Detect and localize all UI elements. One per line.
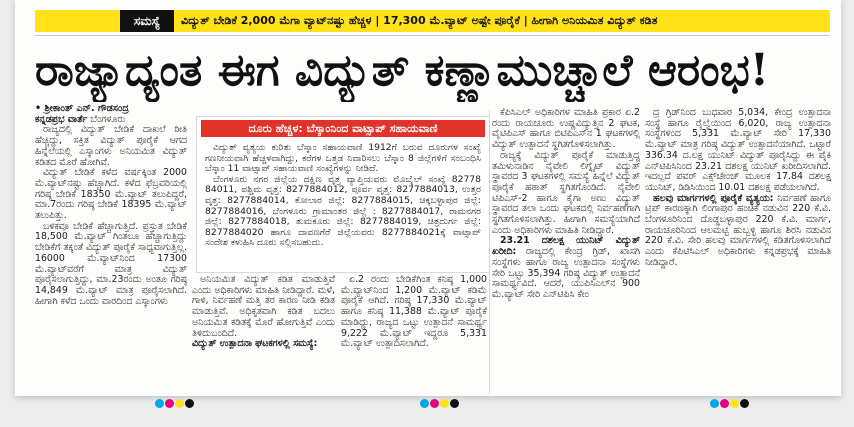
magenta-dot [430,399,439,408]
black-dot [185,399,194,408]
yellow-dot [730,399,739,408]
registration-marks [710,399,749,409]
subhead: 23.21 ದಶಲಕ್ಷ ಯುನಿಟ್ ವಿದ್ಯುತ್ ಖರೀದಿ: [492,235,640,258]
subhead-text: ನಿರ್ವಹಣೆ ಹಾಗೂ ಟ್ರಿಪ್ ಕಾರಣಕ್ಕಾಗಿ ಲಿಂಗಾಪುರ ಹಂಚಿಕೆ ನಡುವಿನ 220 ಕೆ.ವಿ. ಬೆಂಗಳೂರಿನಿಂದ ದೊಡ್ಡಬಳ್ಳಾಪುರ 220 ಕೆ.ವಿ. ಮಾರ್ಗ, ರಾಯಚೂರಿನಿಂದ ಆಲಮಟ್ಟಿ ಹುಬ್ಬಳ್ಳಿ ಹಾಗೂ ಶಿರಸಿ ನಡುವಿನ 220 ಕೆ.ವಿ. ಸೇರಿ ಹಲವು ಮಾರ್ಗಗಳಲ್ಲಿ ಕಡಿತಗೊಳಿಸಲಾಗಿದೆ ಎಂದು ಕೆಪಿಟಿಸಿಎಲ್ ಅಧಿಕಾರಿಗಳು ಕನ್ನಡಪ್ರಭಕ್ಕೆ ಮಾಹಿತಿ ನೀಡಿದ್ದಾರೆ. [645,192,831,268]
banner-divider [35,35,830,36]
cyan-dot [710,399,719,408]
article-column-2 [192,275,335,393]
issue-banner [35,10,830,32]
article-column-4 [492,108,640,394]
newspaper-page [15,0,841,396]
paragraph: ಅನಿಯಮಿತ ವಿದ್ಯುತ್ ಕಡಿತ ಮಾಡುತ್ತಿವೆ ಎಂದು ಅಧಿಕಾರಿಗಳು ಮಾಹಿತಿ ನೀಡಿದ್ದಾರೆ. ಮಳೆ, ಗಾಳಿ, ನಿರ್ವಹಣೆ ಮತ್ತಿ ತರ ಕಾರಣ ನೀಡಿ ಕಡಿತ ಮಾಡುತ್ತಿವೆ. ಅಧಿಕೃತವಾಗಿ ಕಡಿತ ಬದಲು ಅನಿಯಮಿತ ಕಡಿತಕ್ಕೆ ಮೊರೆ ಹೋಗುತ್ತಿವೆ ಎಂದು ತಿಳಿದುಬಂದಿದೆ. [192,275,335,339]
article-column-3 [341,275,487,393]
byline-agency-name: ಕನ್ನಡಪ್ರಭ ವಾರ್ತೆ [35,113,88,125]
byline-place: ಬೆಂಗಳೂರು [90,113,126,125]
paragraph: ಕೆಪಿಸಿಎಲ್ ಅಧಿಕಾರಿಗಳ ಮಾಹಿತಿ ಪ್ರಕಾರ ಏ.2 ರಂದು ರಾಯಚೂರು ಉಷ್ಣವಿದ್ಯುತ್ತಿನ 2 ಘಟಕ, ವೈಟಿಪಿಎಸ್ ಹಾಗೂ ಬಿಟಿಪಿಎಸ್‌ನ 1 ಘಟಕಗಳಲ್ಲಿ ವಿದ್ಯುತ್ ಉತ್ಪಾದನೆ ಸ್ಥಗಿತಗೊಳಿಸಲಾಗಿತ್ತು. [492,108,640,151]
helpline-box-body [205,143,481,268]
paragraph: ರಾಜ್ಯದಲ್ಲಿ ವಿದ್ಯುತ್ ಬೇಡಿಕೆ ದಾಖಲೆ ರೀತಿ ಹೆಚ್ಚಿದ್ದು, ಸಕ್ತಿತ ವಿದ್ಯುತ್ ಪೂರೈಕೆ ಆಗದ ಹಿನ್ನೆಲೆಯಲ್ಲಿ ಎಸ್ಕಾಂಗಳು ಅನಿಯಮಿತ ವಿದ್ಯುತ್ ಕಡಿತದ ಮೊರೆ ಹೋಗಿವೆ. [35,124,187,168]
magenta-dot [165,399,174,408]
yellow-dot [175,399,184,408]
headline: ರಾಜ್ಯಾದ್ಯಂತ ಈಗ ವಿದ್ಯುತ್ ಕಣ್ಣಾಮುಚ್ಚಾಲೆ ಆರಂಭ! [35,45,770,96]
yellow-dot [440,399,449,408]
byline-author: • ಶ್ರೀಕಾಂತ್ ಎನ್. ಗೌಡಸಂದ್ರ [35,104,129,114]
banner-label: ಸಮಸ್ಯೆ [120,10,174,32]
cyan-dot [420,399,429,408]
column-divider [489,110,490,394]
paragraph-with-subhead [492,236,640,300]
paragraph: ಏ.2 ರಂದು ಬೇಡಿಕೆಗಿಂತ ಕನಿಷ್ಠ 1,000 ಮೆ.ವ್ಯಾಟ್‌ನಿಂದ 1,200 ಮೆ.ವ್ಯಾಟ್ ಕಡಿಮೆ ಪೂರೈಕೆ ಆಗಿದೆ. ಗರಿಷ್ಠ 17,330 ಮೆ.ವ್ಯಾಟ್ ಹಾಗೂ ಕನಿಷ್ಠ 11,388 ಮೆ.ವ್ಯಾಟ್ ಪೂರೈಕೆ ಮಾಡಿದ್ದು, ರಾಜ್ಯದ ಒಟ್ಟು ಉತ್ಪಾದನೆ ಸಾಮರ್ಥ್ಯ 9,222 ಮೆ.ವ್ಯಾಟ್ ಇದ್ದರೂ 5,331 ಮೆ.ವ್ಯಾಟ್ ಉತ್ಪಾದಿಸಲಾಗಿದೆ. [341,275,487,350]
subhead-text: ರಾಜ್ಯದಲ್ಲಿ ಕೇಂದ್ರ ಗ್ರಿಡ್, ಖಾಸಗಿ ಸಂಸ್ಥೆಗಳು ಹಾಗೂ ರಾಜ್ಯ ಉತ್ಪಾದನಾ ಸಂಸ್ಥೆಗಳು ಸೇರಿ ಒಟ್ಟು 35,394 ಗರಿಷ್ಠ ವಿದ್ಯುತ್ ಉತ್ಪಾದನೆ ಸಾಮರ್ಥ್ಯವಿದೆ. ಆದರೆ, ಯುಪಿಸಿಎಲ್‌ನ 900 ಮೆ.ವ್ಯಾಟ್ ಸೇರಿ ಎನ್‌ಟಿಪಿಸಿ ಕೇಂ [492,246,640,300]
paragraph: ವಿದ್ಯುತ್ ಬೇಡಿಕೆ ಕಳೆದ ವರ್ಷಕ್ಕಿಂತ 2000 ಮೆ.ವ್ಯಾಟ್‌ನಷ್ಟು ಹೆಚ್ಚಾಗಿದೆ. ಕಳೆದ ಫೆಬ್ರವರಿಯಲ್ಲಿ ಗರಿಷ್ಠ ಬೇಡಿಕೆ 18350 ಮೆ.ವ್ಯಾಟ್ ತಲುಪಿದ್ದರೆ, ಮಾ.7ರಂದು ಗರಿಷ್ಠ ಬೇಡಿಕೆ 18395 ಮೆ.ವ್ಯಾಟ್ ತಲುಪಿತ್ತು. [35,167,187,222]
article-column-1 [35,104,187,394]
paragraph-with-subhead [645,194,831,269]
cyan-dot [155,399,164,408]
banner-text: ವಿದ್ಯುತ್ ಬೇಡಿಕೆ 2,000 ಮೆಗಾ ವ್ಯಾಟ್‌ನಷ್ಟು ಹೆಚ್ಚಳ | 17,300 ಮೆ.ವ್ಯಾಟ್ ಅಷ್ಟೇ ಪೂರೈಕೆ | ಹೀಗಾಗಿ ಅನಿಯಮಿತ ವಿದ್ಯುತ್ ಕಡಿತ [181,14,658,27]
paragraph: ಬಳಿಕವೂ ಬೇಡಿಕೆ ಹೆಚ್ಚಾಗುತ್ತಿದೆ. ಪ್ರಸ್ತುತ ಬೇಡಿಕೆ 18,500 ಮೆ.ವ್ಯಾಟ್ ಗಿಂತಲೂ ಹೆಚ್ಚಾಗುತ್ತಿದ್ದು ಬೇಡಿಕೆಗೆ ತಕ್ಕಂತೆ ವಿದ್ಯುತ್ ಪೂರೈಕೆ ಸಾಧ್ಯವಾಗುತ್ತಿಲ್ಲ. 16000 ಮೆ.ವ್ಯಾಟ್‌ನಿಂದ 17300 ಮೆ.ವ್ಯಾಟ್‌ವರೆಗೆ ಮಾತ್ರ ವಿದ್ಯುತ್ ಪೂರೈಸಲಾಗುತ್ತಿದ್ದು, ಮಾ.23ರಂದು ಅಂತೂ ಗರಿಷ್ಠ 14,849 ಮೆ.ವ್ಯಾಟ್ ಮಾತ್ರ ಪೂರೈಸಲಾಗಿದೆ. ಹೀಗಾಗಿ ಕಳೆದ ಒಂದು ವಾರದಿಂದ ಎಸ್ಕಾಂಗಳು [35,220,187,307]
black-dot [740,399,749,408]
paragraph: ವಿದ್ಯುತ್ ವ್ಯತ್ಯಯ ಕುರಿತು ಬೆಸ್ಕಾಂ ಸಹಾಯವಾಣಿ 1912ಗೆ ಬರುವ ದೂರುಗಳ ಸಂಖ್ಯೆ ಗಣನೀಯವಾಗಿ ಹೆಚ್ಚಳವಾಗಿದ್ದು, ಕರೆಗಳ ಒತ್ತಡ ನಿವಾರಿಸಲು ಬೆಸ್ಕಾಂ 8 ಜಿಲ್ಲೆಗಳಿಗೆ ಸಂಬಂಧಿಸಿ ಬೆಸ್ಕಾಂ 11 ವಾಟ್ಸಾಪ್ ಸಹಾಯವಾಣಿ ಸಂಖ್ಯೆಗಳನ್ನು ನೀಡಿದೆ. [205,143,481,175]
helpline-box-title: ದೂರು ಹೆಚ್ಚಳ: ಬೆಸ್ಕಾಂನಿಂದ ವಾಟ್ಸಾಪ್ ಸಹಾಯವಾಣಿ [201,120,485,137]
paragraph: ದ್ರ ಗ್ರಿಡ್‌ನಿಂದ ಬುಧವಾರ 5,034, ಕೇಂದ್ರ ಉತ್ಪಾದನಾ ಸಂಸ್ಥೆ ಹಾಗೂ ರೈಲ್ವೆಯಿಂದ 6,020, ರಾಜ್ಯ ಉತ್ಪಾದನಾ ಸಂಸ್ಥೆಗಳಿಂದ 5,331 ಮೆ.ವ್ಯಾಟ್ ಸೇರಿ 17,330 ಮೆ.ವ್ಯಾಟ್ ಮಾತ್ರ ಗರಿಷ್ಠ ವಿದ್ಯುತ್ ಉತ್ಪಾದನೆಯಾಗಿದೆ. ಒಟ್ಟಾರೆ 336.34 ದ.ಲಕ್ಷ ಯುನಿಟ್ ವಿದ್ಯುತ್ ಪೂರೈಸಿದ್ದು ಈ ಪೈಕಿ ಎನ್‌ಟಿಪಿಸಿನಿಂದ 23.21 ದಶಲಕ್ಷ ಯುನಿಟ್ ಖರೀದಿಸಲಾಗಿದೆ. ಇದಲ್ಲದೆ ಪವರ್ ಎಕ್ಸ್‌ಚೇಂಜ್ ಮೂಲಕ 17.84 ದಶಲಕ್ಷ ಯುನಿಟ್, ಡಿಡಿಸಿಯಿಂದ 10.01 ದಶಲಕ್ಷ ಪಡೆಯಲಾಗಿದೆ. [645,108,831,193]
black-dot [450,399,459,408]
paragraph: ರಾಜ್ಯಕ್ಕೆ ವಿದ್ಯುತ್ ಪೂರೈಕೆ ಮಾಡುತ್ತಿದ್ದ ತಮಿಳುನಾಡಿನ ನೈವೇಲಿ ಲಿಗ್ನೈಟ್ ವಿದ್ಯುತ್ ಸ್ಥಾವರದ 3 ಘಟಕಗಳಲ್ಲಿ ಸಮಸ್ಯೆ ಹಿನ್ನೆಲೆ ವಿದ್ಯುತ್ ಪೂರೈಕೆ ಹಠಾತ್ ಸ್ಥಗಿತಗೊಂಡಿದೆ. ನೈವೇಲಿ ಟಿಪಿಎಸ್-2 ಹಾಗೂ ಕೈಗಾ ಅಣು ವಿದ್ಯುತ್ ಸ್ಥಾವರದ ತಲಾ ಒಂದು ಘಟಕದಲ್ಲಿ ನಿರ್ವಹಣೆಗಾಗಿ ಸ್ಥಗಿತಗೊಳಿಸಲಾಗಿತ್ತು. ಹೀಗಾಗಿ ಸಮಸ್ಯೆಯಾಗಿದೆ ಎಂದು ಅಧಿಕಾರಿಗಳು ಮಾಹಿತಿ ನೀಡಿದ್ದಾರೆ. [492,149,640,236]
subhead: ಹಲವು ಮಾರ್ಗಗಳಲ್ಲಿ ಪೂರೈಕೆ ವ್ಯತ್ಯಯ: [653,192,774,204]
article-column-5 [645,108,831,394]
registration-marks [420,399,459,409]
helpline-box [196,116,490,273]
paragraph: ಬೆಂಗಳೂರು ನಗರ ಜಿಲ್ಲೆಯ ದಕ್ಷಿಣ ವೃತ್ತ ವ್ಯಾಪ್ತಿಯವರು ಮೊಬೈಲ್ ಸಂಖ್ಯೆ 82778 84011, ಪಶ್ಚಿಮ ವೃತ್ತ: 8277884012, ಪೂರ್ವ ವೃತ್ತ: 8277884013, ಉತ್ತರ ವೃತ್ತ: 8277884014, ಕೋಲಾರ ಜಿಲ್ಲೆ: 8277884015, ಚಿಕ್ಕಬಳ್ಳಾಪುರ ಜಿಲ್ಲೆ: 8277884016, ಬೆಂಗಳೂರು ಗ್ರಾಮಾಂತರ ಜಿಲ್ಲೆ : 8277884017, ರಾಮನಗರ ಜಿಲ್ಲೆ: 8277884018, ತುಮಕೂರು ಜಿಲ್ಲೆ: 8277884019, ಚಿತ್ರದುರ್ಗ ಜಿಲ್ಲೆ: 8277884020 ಹಾಗೂ ದಾವಣಗೆರೆ ಜಿಲ್ಲೆಯವರು 8277884021ಕ್ಕೆ ವಾಟ್ಸಾಪ್ ಸಂದೇಶ ಕಳುಹಿಸಿ ದೂರು ಸಲ್ಲಿಸಬಹುದು. [205,173,481,249]
registration-marks [155,399,194,409]
magenta-dot [720,399,729,408]
subhead: ವಿದ್ಯುತ್ ಉತ್ಪಾದನಾ ಘಟಕಗಳಲ್ಲಿ ಸಮಸ್ಯೆ: [192,338,318,350]
